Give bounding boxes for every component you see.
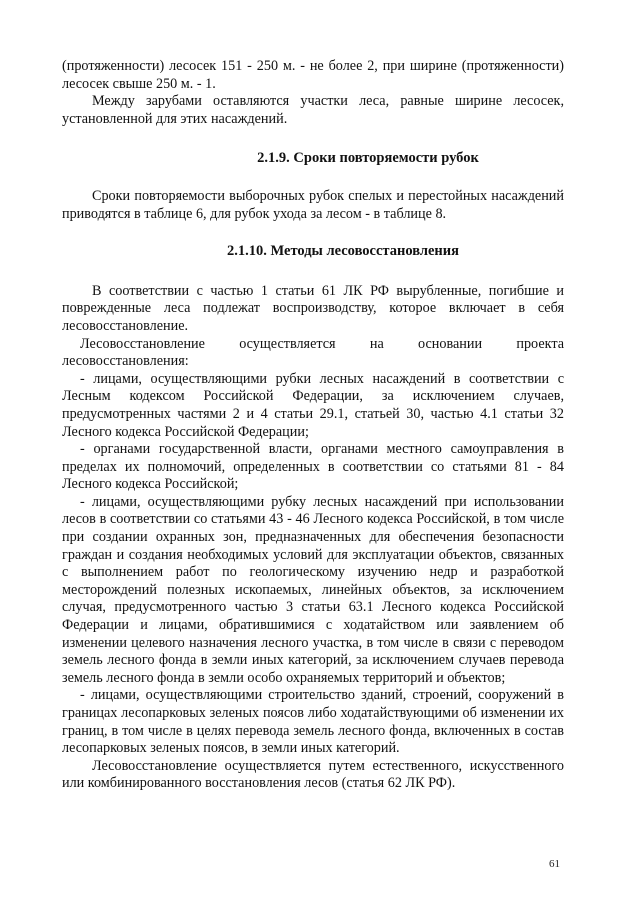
paragraph: (протяженности) лесосек 151 - 250 м. - не более 2, при ширине (протяженности) лесосек свыше 250 м. - 1. bbox=[62, 58, 564, 92]
page-number: 61 bbox=[549, 858, 560, 870]
list-item: - лицами, осуществляющими рубку лесных насаждений при использовании лесов в соответствии со статьями 43 - 46 Лесного кодекса Российской, в том числе при создании охранных зон, предназначенных для обеспечения безопасности граждан и создания необходимых условий для эксплуатации объектов, связанных с выполнением работ по геологическому изучению недр и разработкой месторождений полезных ископаемых, линейных объектов, за исключением случая, предусмотренного частью 3 статьи 63.1 Лесного кодекса Российской Федерации и лицами, обратившимися с ходатайством или заявлением об изменении целевого назначения лесного участка, в том числе в связи с переводом земель лесного фонда в земли иных категорий, за исключением случаев перевода земель лесного фонда в земли особо охраняемых территорий и объектов; bbox=[62, 493, 564, 686]
section-heading: 2.1.10. Методы лесовосстановления bbox=[227, 243, 459, 260]
paragraph: Между зарубами оставляются участки леса, равные ширине лесосек, установленной для этих насаждений. bbox=[62, 93, 564, 127]
paragraph: В соответствии с частью 1 статьи 61 ЛК РФ вырубленные, погибшие и поврежденные леса подлежат воспроизводству, которое включает в себя лесовосстановление. bbox=[62, 282, 564, 334]
paragraph: Лесовосстановление осуществляется путем естественного, искусственного или комбинированного восстановления лесов (статья 62 ЛК РФ). bbox=[62, 757, 564, 792]
paragraph: Сроки повторяемости выборочных рубок спелых и перестойных насаждений приводятся в таблице 6, для рубок ухода за лесом - в таблице 8. bbox=[62, 187, 564, 222]
list-item: - органами государственной власти, органами местного самоуправления в пределах их полномочий, определенных в соответствии со статьями 81 - 84 Лесного кодекса Российской; bbox=[62, 441, 564, 493]
list-item: - лицами, осуществляющими рубки лесных насаждений в соответствии с Лесным кодексом Российской Федерации, за исключением случаев, предусмотренных частями 2 и 4 статьи 29.1, статьей 30, частью 4.1 статьи 32 Лесного кодекса Российской Федерации; bbox=[62, 370, 564, 440]
section-heading: 2.1.9. Сроки повторяемости рубок bbox=[257, 150, 479, 167]
paragraph: Лесовосстановление осуществляется на основании проекта лесовосстановления: bbox=[62, 335, 564, 370]
document-page bbox=[62, 58, 564, 793]
list-item: - лицами, осуществляющими строительство зданий, строений, сооружений в границах лесопарковых зеленых поясов либо ходатайствующими об изменении их границ, в том числе в целях перевода земель лесного фонда, включенных в состав лесопарковых зеленых поясов, в земли иных категорий. bbox=[62, 687, 564, 757]
